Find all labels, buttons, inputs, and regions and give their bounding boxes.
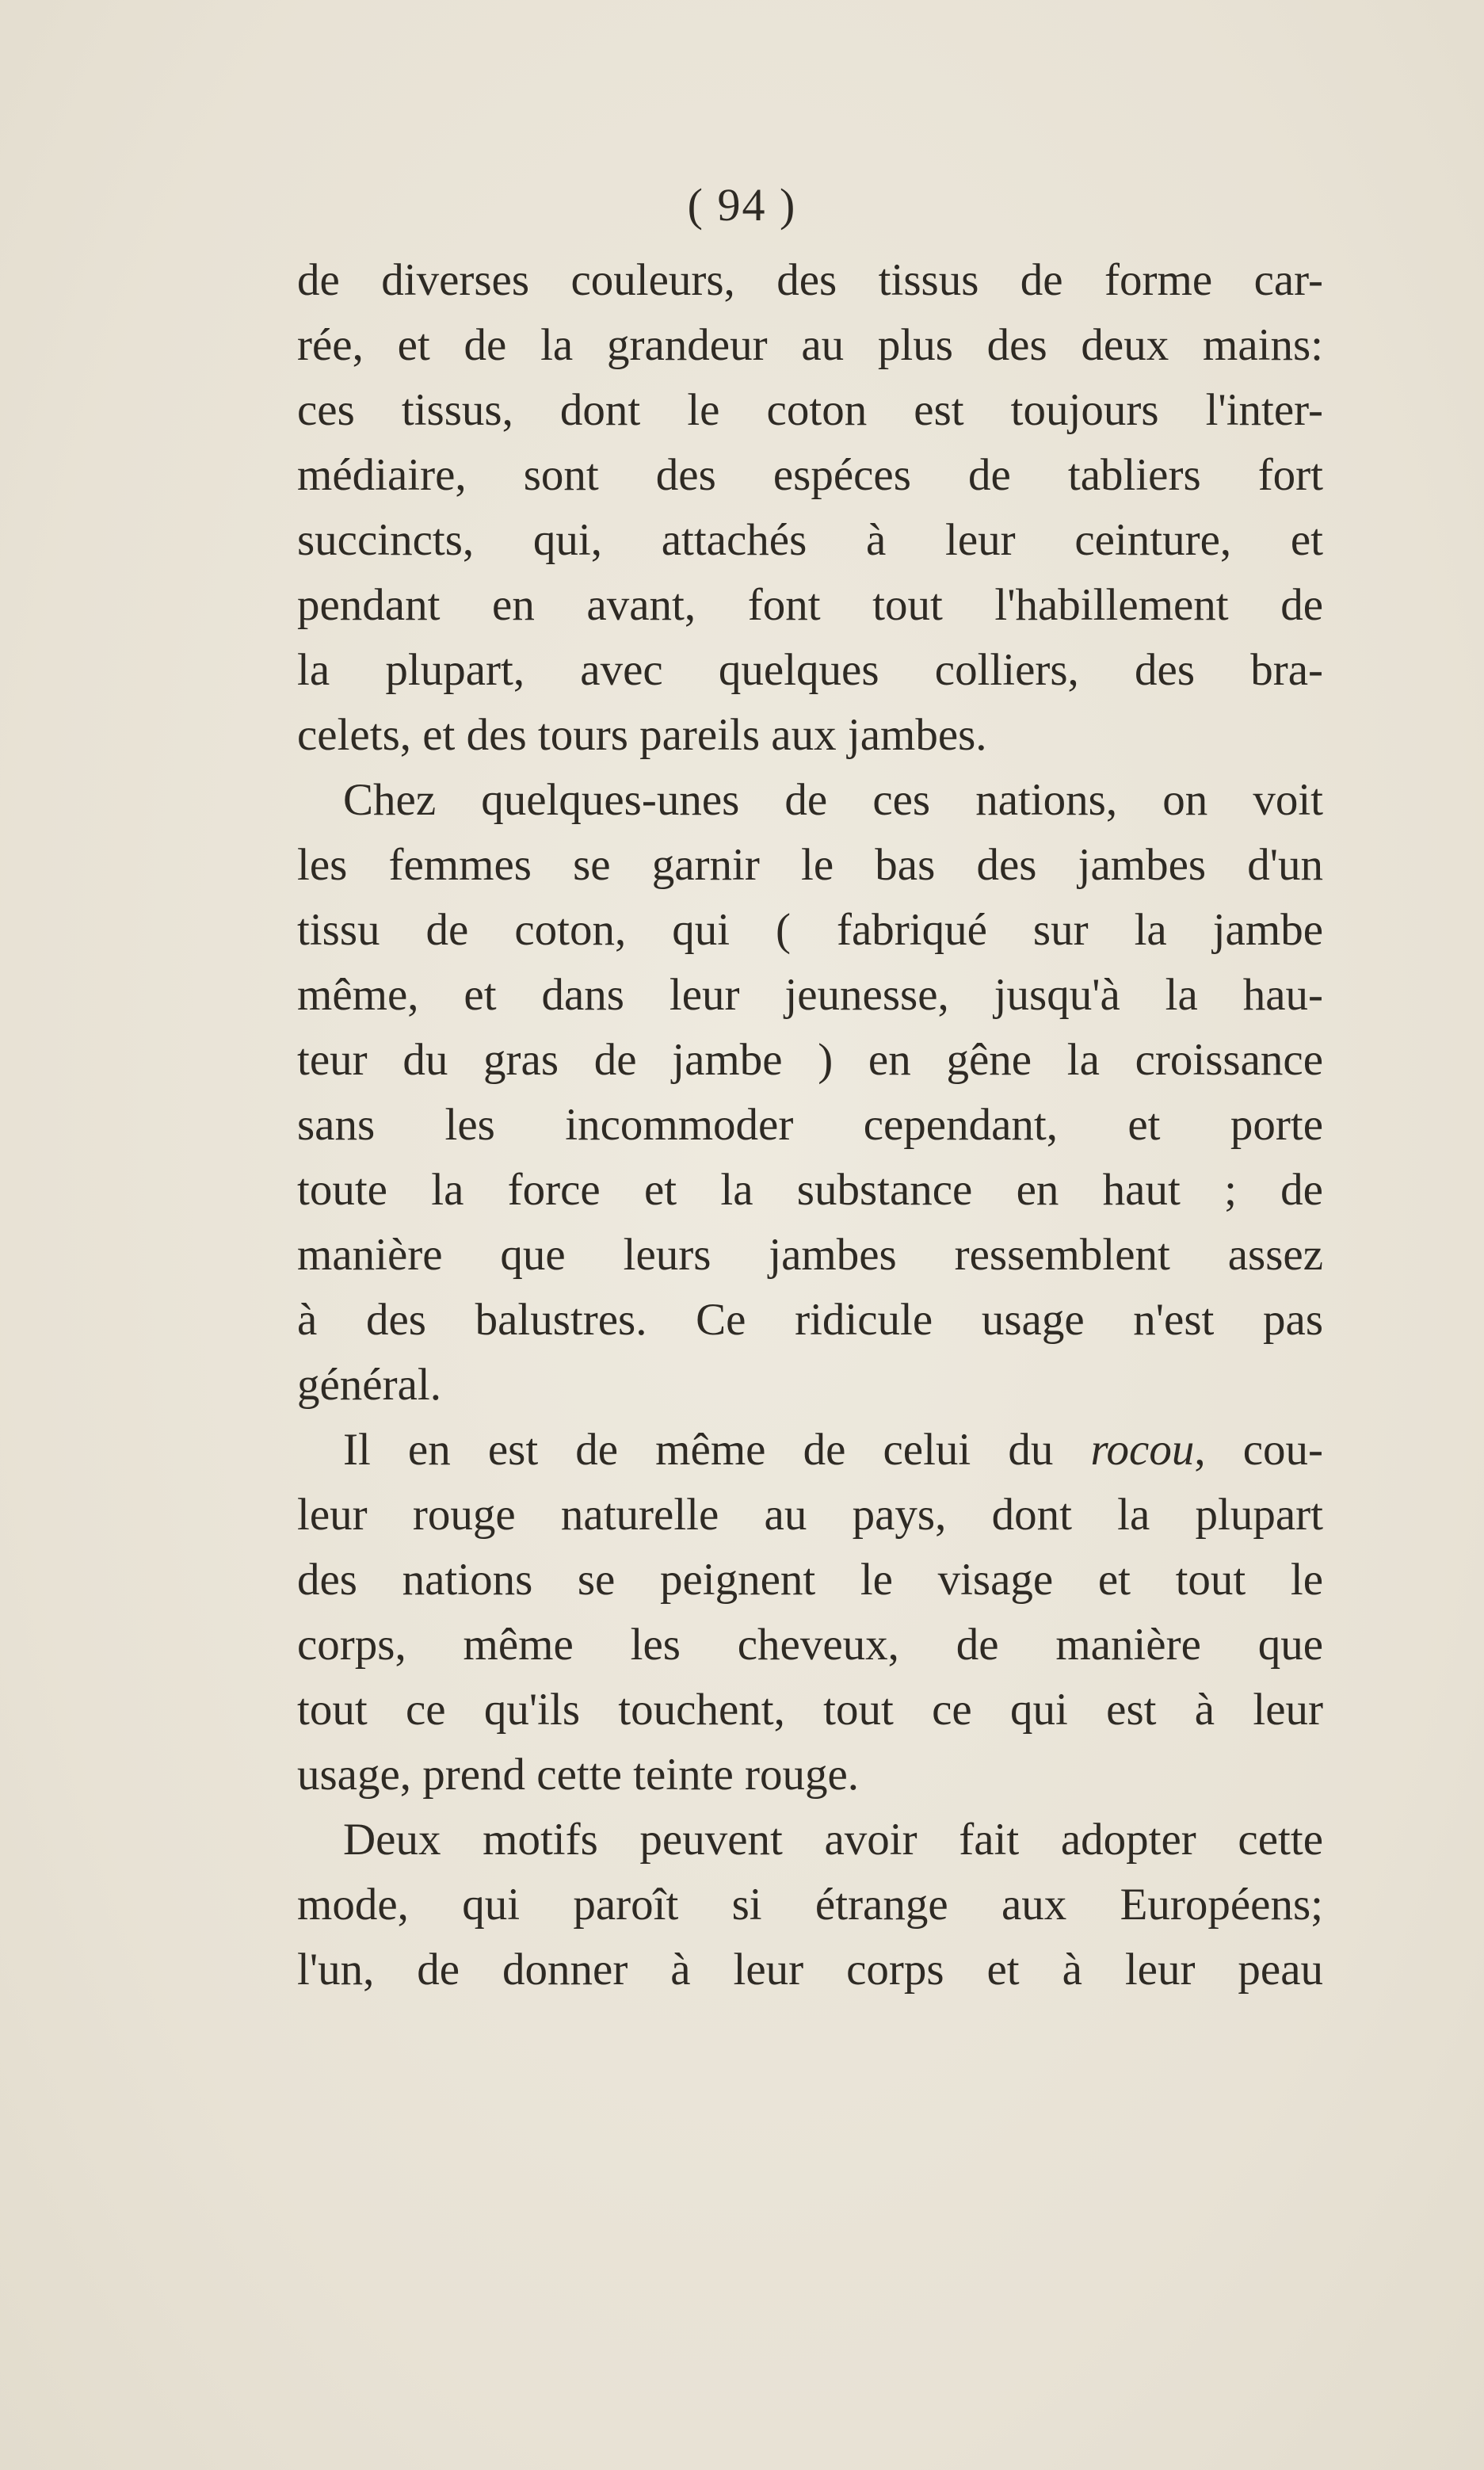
text-line (297, 638, 1323, 703)
text-segment: la plupart, avec quelques colliers, des bra- (297, 645, 1323, 695)
text-line (297, 1028, 1323, 1093)
text-line (297, 703, 1323, 768)
text-segment: des nations se peignent le visage et tout le (297, 1555, 1323, 1605)
italic-word: rocou (1090, 1425, 1195, 1475)
text-line (297, 1288, 1323, 1353)
text-line (297, 1353, 1323, 1418)
text-segment: teur du gras de jambe ) en gêne la croissance (297, 1035, 1323, 1085)
text-line (297, 963, 1323, 1028)
text-line (297, 768, 1323, 833)
text-line (297, 1937, 1323, 2002)
text-segment: médiaire, sont des espéces de tabliers fort (297, 450, 1323, 500)
text-segment: leur rouge naturelle au pays, dont la plupart (297, 1490, 1323, 1540)
text-line (297, 833, 1323, 898)
text-line (297, 1418, 1323, 1483)
text-segment: pendant en avant, font tout l'habillement de (297, 580, 1323, 630)
text-segment: tissu de coton, qui ( fabriqué sur la jambe (297, 905, 1323, 955)
text-segment: manière que leurs jambes ressemblent assez (297, 1230, 1323, 1280)
text-line (297, 1808, 1323, 1873)
text-line (297, 1483, 1323, 1548)
text-segment: même, et dans leur jeunesse, jusqu'à la hau- (297, 970, 1323, 1020)
text-segment: sans les incommoder cependant, et porte (297, 1100, 1323, 1150)
text-segment: succincts, qui, attachés à leur ceinture, et (297, 515, 1323, 565)
text-line (297, 1743, 1323, 1808)
text-segment: rée, et de la grandeur au plus des deux mains: (297, 320, 1323, 370)
text-line (297, 248, 1323, 313)
text-segment: à des balustres. Ce ridicule usage n'est pas (297, 1295, 1323, 1345)
text-line (297, 1613, 1323, 1678)
text-line (297, 1548, 1323, 1613)
text-line (297, 313, 1323, 378)
text-segment: usage, prend cette teinte rouge. (297, 1750, 860, 1800)
text-line (297, 1223, 1323, 1288)
text-line (297, 508, 1323, 573)
text-line (297, 573, 1323, 638)
text-segment: Chez quelques-unes de ces nations, on voit (343, 775, 1323, 825)
text-segment: tout ce qu'ils touchent, tout ce qui est à leur (297, 1685, 1323, 1735)
body-text (297, 248, 1323, 2002)
text-segment: toute la force et la substance en haut ; de (297, 1165, 1323, 1215)
text-segment: , cou- (1194, 1425, 1324, 1475)
text-segment: ces tissus, dont le coton est toujours l'inter- (297, 385, 1323, 435)
text-segment: Deux motifs peuvent avoir fait adopter cette (343, 1815, 1323, 1865)
text-segment: mode, qui paroît si étrange aux Européens; (297, 1880, 1323, 1930)
text-segment: de diverses couleurs, des tissus de forme car- (297, 255, 1323, 305)
text-segment: général. (297, 1360, 441, 1410)
text-segment: l'un, de donner à leur corps et à leur peau (297, 1945, 1323, 1995)
text-segment: corps, même les cheveux, de manière que (297, 1620, 1323, 1670)
text-line (297, 1093, 1323, 1158)
text-segment: les femmes se garnir le bas des jambes d'un (297, 840, 1323, 890)
text-segment: Il en est de même de celui du (343, 1425, 1091, 1475)
page-number: ( 94 ) (687, 179, 797, 231)
text-line (297, 378, 1323, 443)
text-line (297, 1158, 1323, 1223)
text-line (297, 1873, 1323, 1937)
text-line (297, 443, 1323, 508)
text-line (297, 898, 1323, 963)
text-line (297, 1678, 1323, 1743)
text-segment: celets, et des tours pareils aux jambes. (297, 710, 987, 760)
